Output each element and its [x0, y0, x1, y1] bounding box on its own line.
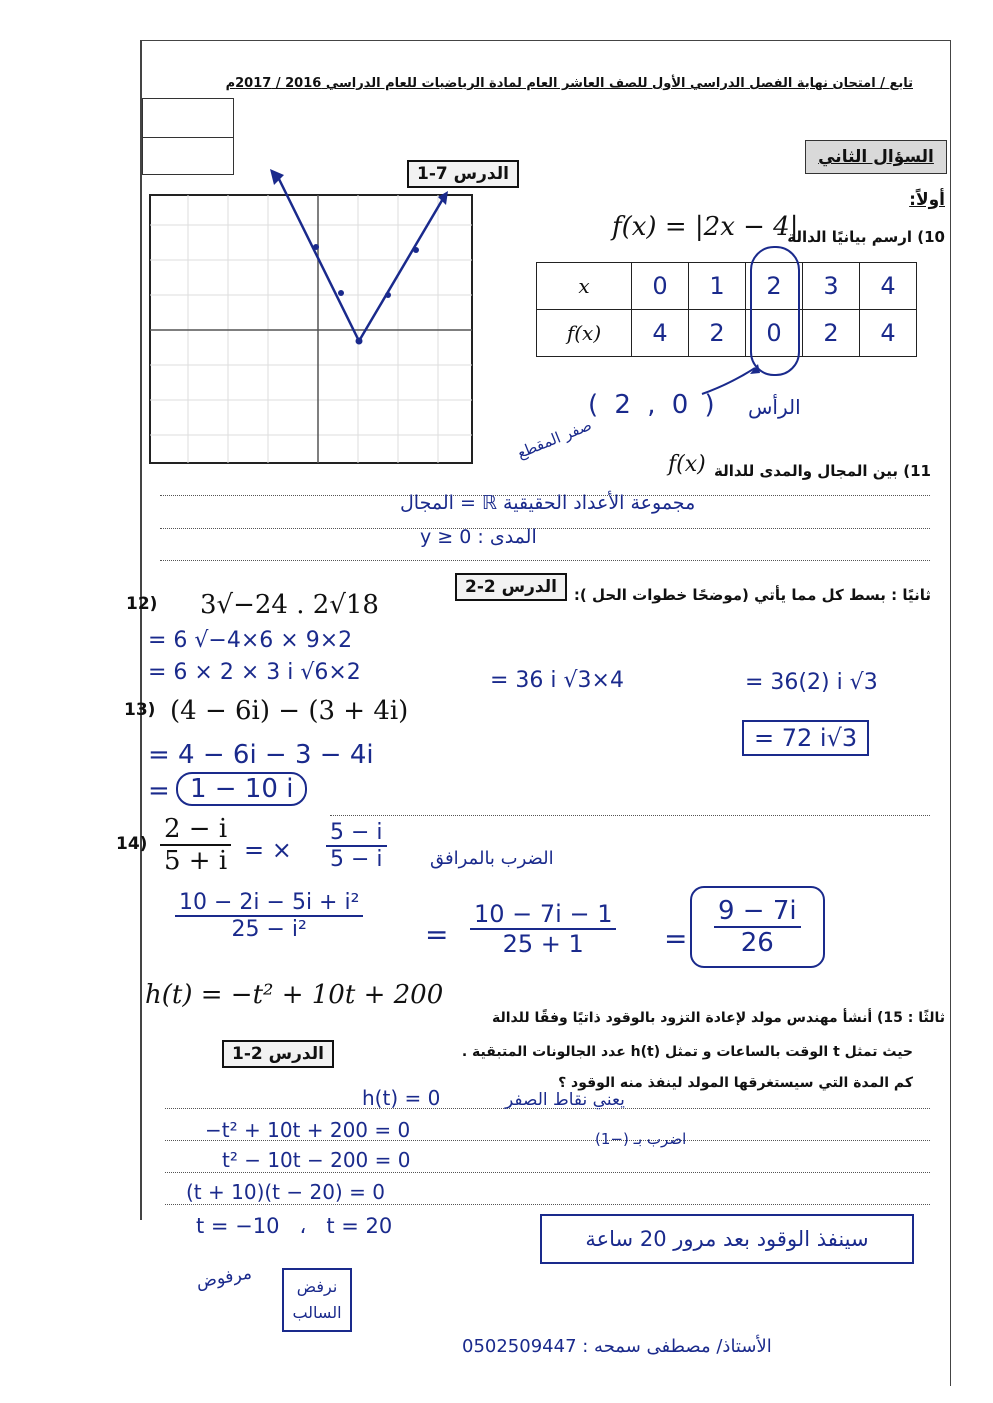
vertex-label: الرأس — [748, 395, 801, 419]
exam-header: تابع / امتحان نهاية الفصل الدراسي الأول للصف العاشر العام لمادة الرياضيات للعام الدراسي 2016 / 2017م — [225, 76, 913, 91]
q15-step-1-note: يعني نقاط الصفر — [505, 1090, 625, 1110]
graph-point — [338, 290, 344, 296]
graph-point — [356, 338, 363, 345]
vertex-point: ( 2 , 0 ) — [588, 390, 719, 420]
x-cell: 1 — [689, 263, 746, 310]
q14-conjugate — [326, 820, 387, 872]
q12-step-1: = 6 √−4×6 × 9×2 — [148, 628, 353, 653]
q12-number: 12) — [126, 594, 158, 614]
graph-panel — [148, 165, 478, 470]
q15-line-3: كم المدة التي سيستغرقها المولد لينفذ منه الوقود ؟ — [558, 1075, 913, 1091]
lesson-7-1-badge: الدرس 7-1 — [407, 160, 519, 188]
q14-step1-bot: 25 − i² — [231, 917, 307, 942]
fx-cell: 4 — [632, 310, 689, 357]
q12-step-2: = 6 × 2 × 3 i √6×2 — [148, 660, 361, 685]
q14-fraction — [160, 814, 231, 876]
fx-header: f(x) — [537, 310, 632, 357]
part1-heading: أولاً: — [909, 190, 945, 210]
q15-line-2: حيث تمثل t الوقت بالساعات و تمثل h(t) عدد الجالونات المتبقية . — [461, 1044, 913, 1060]
q14-denominator: 5 + i — [164, 846, 228, 876]
q14-equals-2: = — [664, 922, 688, 955]
x-cell: 2 — [746, 263, 803, 310]
answer-line — [165, 1204, 930, 1205]
page-frame-left — [140, 40, 142, 1220]
teacher-footer: الأستاذ/ مصطفى سمحه : 0502509447 — [462, 1336, 772, 1357]
section-title: السؤال الثاني — [805, 140, 947, 174]
q11-fx: f(x) — [668, 452, 706, 477]
x-header: x — [537, 263, 632, 310]
answer-line — [330, 815, 930, 816]
q14-step-2 — [470, 900, 616, 958]
q14-note: الضرب بالمرافق — [430, 848, 554, 869]
vertex-highlight-oval — [750, 246, 800, 376]
q10-formula: f(x) = |2x − 4| — [612, 212, 799, 242]
graph-border — [150, 195, 472, 463]
answer-line — [165, 1172, 930, 1173]
q14-step2-bot: 25 + 1 — [502, 930, 584, 958]
lesson-2-1-badge: الدرس 2-1 — [222, 1040, 334, 1068]
q14-number: 14) — [116, 834, 148, 854]
q15-step-2: −t² + 10t + 200 = 0 — [205, 1118, 411, 1142]
fx-cell: 2 — [689, 310, 746, 357]
q10-label: 10) ارسم بيانيًا الدالة — [787, 228, 945, 246]
q15-step-1: h(t) = 0 — [362, 1086, 441, 1110]
score-box-top — [142, 98, 234, 138]
graph-point — [413, 247, 419, 253]
reject-note: مرفوض — [194, 1263, 254, 1293]
q12-step-4: = 36(2) i √3 — [745, 670, 878, 695]
q11-label: 11) بين المجال والمدى للدالة — [713, 462, 931, 480]
q13-step-1: = 4 − 6i − 3 − 4i — [148, 740, 374, 770]
value-table — [536, 262, 917, 357]
q13-expression: (4 − 6i) − (3 + 4i) — [170, 696, 409, 726]
q13-answer: 1 − 10 i — [176, 772, 307, 806]
part2-heading: ثانيًا : بسط كل مما يأتي (موضحًا خطوات الحل ): — [573, 586, 931, 604]
q15-line-1: ثالثًا : 15) أنشأ مهندس مولد لإعادة التزود بالوقود ذاتيًا وفقًا للدالة — [492, 1010, 945, 1026]
q14-step-1 — [175, 890, 363, 942]
answer-line — [160, 560, 930, 561]
q15-step-4: (t + 10)(t − 20) = 0 — [186, 1180, 385, 1204]
q14-step1-top: 10 − 2i − 5i + i² — [175, 890, 363, 917]
q14-answer — [690, 886, 825, 968]
graph-grid — [150, 195, 472, 463]
fx-cell: 4 — [860, 310, 917, 357]
graph-point — [313, 244, 319, 250]
q13-equals: = — [148, 776, 170, 806]
q12-answer: = 72 i√3 — [742, 720, 869, 756]
q14-conj-bot: 5 − i — [330, 847, 383, 872]
q13-number: 13) — [124, 700, 156, 720]
q14-answer-bot: 26 — [740, 928, 774, 958]
q15-step-5: t = −10 ، t = 20 — [196, 1214, 393, 1238]
graph-point — [385, 292, 391, 298]
q14-conj-top: 5 − i — [326, 820, 387, 847]
q12-step-3: = 36 i √3×4 — [490, 668, 624, 693]
q15-step-3: t² − 10t − 200 = 0 — [222, 1148, 411, 1172]
reject-box: نرفض السالب — [282, 1268, 352, 1332]
fx-cell: 2 — [803, 310, 860, 357]
q14-step2-top: 10 − 7i − 1 — [470, 900, 616, 930]
q15-conclusion: سينفذ الوقود بعد مرور 20 ساعة — [540, 1214, 914, 1264]
x-cell: 0 — [632, 263, 689, 310]
v-shaped-graph-line — [276, 173, 444, 341]
domain-answer: مجموعة الأعداد الحقيقية ℝ = المجال — [400, 492, 696, 514]
lesson-2-2-badge: الدرس 2-2 — [455, 573, 567, 601]
x-cell: 3 — [803, 263, 860, 310]
q14-answer-top: 9 − 7i — [714, 896, 801, 928]
q14-times: = × — [244, 836, 292, 864]
q14-numerator: 2 − i — [160, 814, 231, 846]
q15-formula: h(t) = −t² + 10t + 200 — [145, 980, 444, 1010]
q12-expression: 3√−24 . 2√18 — [200, 590, 379, 620]
q14-equals: = — [425, 918, 449, 951]
answer-line — [160, 528, 930, 529]
range-answer: المدى : y ≥ 0 — [420, 526, 537, 548]
zero-note: صفر المقطع — [514, 415, 595, 463]
q15-step-2-note: اضرب بـ (−1) — [595, 1130, 687, 1148]
fx-cell: 0 — [746, 310, 803, 357]
x-cell: 4 — [860, 263, 917, 310]
